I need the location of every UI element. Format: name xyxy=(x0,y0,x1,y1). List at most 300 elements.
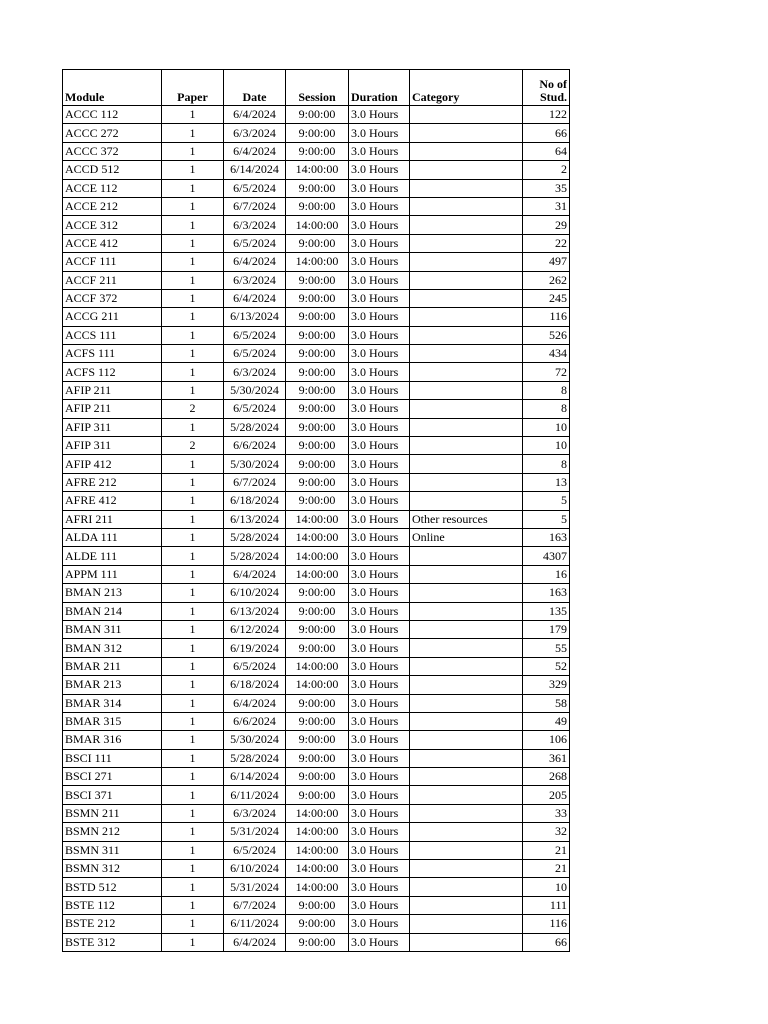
header-module: Module xyxy=(63,70,162,106)
cell-paper: 1 xyxy=(162,823,224,841)
cell-duration: 3.0 Hours xyxy=(349,841,410,859)
cell-duration: 3.0 Hours xyxy=(349,731,410,749)
cell-category xyxy=(410,749,523,767)
cell-duration: 3.0 Hours xyxy=(349,657,410,675)
cell-module: AFIP 211 xyxy=(63,400,162,418)
cell-date: 6/3/2024 xyxy=(224,271,286,289)
cell-paper: 1 xyxy=(162,768,224,786)
cell-duration: 3.0 Hours xyxy=(349,694,410,712)
cell-session: 9:00:00 xyxy=(286,915,349,933)
cell-paper: 1 xyxy=(162,731,224,749)
cell-module: ACCF 211 xyxy=(63,271,162,289)
cell-module: AFIP 211 xyxy=(63,381,162,399)
cell-session: 9:00:00 xyxy=(286,768,349,786)
cell-paper: 1 xyxy=(162,418,224,436)
cell-module: APPM 111 xyxy=(63,565,162,583)
cell-module: ALDA 111 xyxy=(63,528,162,546)
cell-session: 9:00:00 xyxy=(286,473,349,491)
cell-no-of-students: 10 xyxy=(523,437,570,455)
cell-category xyxy=(410,400,523,418)
cell-module: ACCC 372 xyxy=(63,142,162,160)
table-row xyxy=(63,161,570,179)
cell-duration: 3.0 Hours xyxy=(349,823,410,841)
cell-duration: 3.0 Hours xyxy=(349,565,410,583)
cell-date: 6/10/2024 xyxy=(224,584,286,602)
cell-paper: 1 xyxy=(162,345,224,363)
table-row xyxy=(63,308,570,326)
header-no-of-students-line1: No of xyxy=(539,77,567,91)
cell-session: 14:00:00 xyxy=(286,253,349,271)
cell-date: 6/6/2024 xyxy=(224,712,286,730)
cell-no-of-students: 329 xyxy=(523,676,570,694)
cell-no-of-students: 8 xyxy=(523,400,570,418)
cell-session: 14:00:00 xyxy=(286,510,349,528)
cell-date: 6/6/2024 xyxy=(224,437,286,455)
cell-session: 9:00:00 xyxy=(286,400,349,418)
cell-duration: 3.0 Hours xyxy=(349,345,410,363)
cell-no-of-students: 5 xyxy=(523,510,570,528)
cell-paper: 1 xyxy=(162,860,224,878)
cell-date: 6/19/2024 xyxy=(224,639,286,657)
cell-category xyxy=(410,289,523,307)
cell-category xyxy=(410,418,523,436)
cell-module: ACCE 412 xyxy=(63,234,162,252)
table-row xyxy=(63,896,570,914)
cell-no-of-students: 434 xyxy=(523,345,570,363)
cell-module: BSTE 312 xyxy=(63,933,162,951)
table-row xyxy=(63,216,570,234)
cell-date: 6/3/2024 xyxy=(224,363,286,381)
table-row xyxy=(63,823,570,841)
cell-module: BSMN 211 xyxy=(63,804,162,822)
table-row xyxy=(63,179,570,197)
cell-module: BSMN 311 xyxy=(63,841,162,859)
cell-paper: 1 xyxy=(162,381,224,399)
cell-date: 6/5/2024 xyxy=(224,400,286,418)
cell-module: ACCG 211 xyxy=(63,308,162,326)
table-row xyxy=(63,547,570,565)
cell-no-of-students: 2 xyxy=(523,161,570,179)
cell-no-of-students: 29 xyxy=(523,216,570,234)
cell-module: ACFS 112 xyxy=(63,363,162,381)
cell-session: 14:00:00 xyxy=(286,565,349,583)
cell-session: 14:00:00 xyxy=(286,216,349,234)
header-no-of-students xyxy=(523,70,570,106)
cell-module: BSTD 512 xyxy=(63,878,162,896)
cell-category xyxy=(410,896,523,914)
cell-date: 6/13/2024 xyxy=(224,602,286,620)
cell-date: 6/3/2024 xyxy=(224,216,286,234)
cell-paper: 1 xyxy=(162,602,224,620)
cell-duration: 3.0 Hours xyxy=(349,915,410,933)
cell-module: AFIP 311 xyxy=(63,418,162,436)
cell-date: 5/28/2024 xyxy=(224,749,286,767)
cell-category xyxy=(410,455,523,473)
cell-module: ACCE 312 xyxy=(63,216,162,234)
cell-paper: 1 xyxy=(162,124,224,142)
cell-duration: 3.0 Hours xyxy=(349,142,410,160)
cell-duration: 3.0 Hours xyxy=(349,400,410,418)
table-row xyxy=(63,620,570,638)
table-row xyxy=(63,124,570,142)
cell-paper: 1 xyxy=(162,657,224,675)
table-row xyxy=(63,253,570,271)
cell-module: BMAR 314 xyxy=(63,694,162,712)
cell-session: 14:00:00 xyxy=(286,528,349,546)
cell-paper: 1 xyxy=(162,896,224,914)
cell-category xyxy=(410,860,523,878)
cell-session: 9:00:00 xyxy=(286,271,349,289)
table-row xyxy=(63,234,570,252)
cell-duration: 3.0 Hours xyxy=(349,676,410,694)
cell-date: 6/5/2024 xyxy=(224,345,286,363)
cell-no-of-students: 268 xyxy=(523,768,570,786)
cell-date: 6/4/2024 xyxy=(224,565,286,583)
table-row xyxy=(63,639,570,657)
cell-duration: 3.0 Hours xyxy=(349,492,410,510)
cell-duration: 3.0 Hours xyxy=(349,418,410,436)
cell-no-of-students: 8 xyxy=(523,381,570,399)
cell-date: 6/3/2024 xyxy=(224,124,286,142)
table-row xyxy=(63,933,570,951)
cell-paper: 1 xyxy=(162,308,224,326)
cell-session: 9:00:00 xyxy=(286,124,349,142)
cell-paper: 1 xyxy=(162,878,224,896)
cell-category xyxy=(410,731,523,749)
cell-session: 14:00:00 xyxy=(286,860,349,878)
cell-category xyxy=(410,804,523,822)
cell-duration: 3.0 Hours xyxy=(349,510,410,528)
cell-category xyxy=(410,326,523,344)
cell-date: 6/4/2024 xyxy=(224,933,286,951)
cell-module: BSMN 212 xyxy=(63,823,162,841)
cell-module: AFIP 412 xyxy=(63,455,162,473)
cell-paper: 1 xyxy=(162,363,224,381)
cell-category xyxy=(410,676,523,694)
cell-date: 6/3/2024 xyxy=(224,804,286,822)
cell-session: 9:00:00 xyxy=(286,455,349,473)
cell-no-of-students: 10 xyxy=(523,878,570,896)
header-no-of-students-line2: Stud. xyxy=(539,90,567,104)
table-header xyxy=(63,70,570,106)
cell-no-of-students: 21 xyxy=(523,860,570,878)
cell-module: BSCI 371 xyxy=(63,786,162,804)
cell-paper: 1 xyxy=(162,676,224,694)
cell-session: 9:00:00 xyxy=(286,602,349,620)
cell-paper: 1 xyxy=(162,749,224,767)
cell-date: 6/13/2024 xyxy=(224,510,286,528)
table-row xyxy=(63,528,570,546)
cell-category xyxy=(410,234,523,252)
cell-paper: 1 xyxy=(162,841,224,859)
cell-no-of-students: 4307 xyxy=(523,547,570,565)
table-row xyxy=(63,878,570,896)
cell-date: 6/4/2024 xyxy=(224,289,286,307)
cell-paper: 1 xyxy=(162,142,224,160)
cell-paper: 1 xyxy=(162,915,224,933)
cell-session: 9:00:00 xyxy=(286,620,349,638)
table-row xyxy=(63,345,570,363)
cell-paper: 1 xyxy=(162,455,224,473)
cell-date: 5/28/2024 xyxy=(224,528,286,546)
cell-duration: 3.0 Hours xyxy=(349,620,410,638)
cell-no-of-students: 116 xyxy=(523,915,570,933)
cell-module: BMAR 213 xyxy=(63,676,162,694)
cell-no-of-students: 116 xyxy=(523,308,570,326)
cell-category xyxy=(410,253,523,271)
cell-category xyxy=(410,492,523,510)
cell-duration: 3.0 Hours xyxy=(349,749,410,767)
cell-date: 6/5/2024 xyxy=(224,657,286,675)
cell-no-of-students: 52 xyxy=(523,657,570,675)
cell-paper: 1 xyxy=(162,271,224,289)
cell-date: 6/5/2024 xyxy=(224,179,286,197)
cell-category xyxy=(410,823,523,841)
cell-duration: 3.0 Hours xyxy=(349,161,410,179)
cell-category xyxy=(410,142,523,160)
cell-paper: 2 xyxy=(162,437,224,455)
cell-session: 9:00:00 xyxy=(286,142,349,160)
cell-duration: 3.0 Hours xyxy=(349,197,410,215)
cell-duration: 3.0 Hours xyxy=(349,106,410,124)
cell-no-of-students: 21 xyxy=(523,841,570,859)
header-paper: Paper xyxy=(162,70,224,106)
cell-duration: 3.0 Hours xyxy=(349,308,410,326)
cell-module: ACCC 272 xyxy=(63,124,162,142)
cell-date: 6/7/2024 xyxy=(224,197,286,215)
cell-category: Other resources xyxy=(410,510,523,528)
table-row xyxy=(63,492,570,510)
cell-duration: 3.0 Hours xyxy=(349,786,410,804)
cell-module: BMAN 312 xyxy=(63,639,162,657)
cell-paper: 1 xyxy=(162,197,224,215)
cell-category xyxy=(410,363,523,381)
cell-session: 9:00:00 xyxy=(286,363,349,381)
cell-date: 5/30/2024 xyxy=(224,455,286,473)
cell-category xyxy=(410,106,523,124)
cell-category xyxy=(410,197,523,215)
cell-duration: 3.0 Hours xyxy=(349,289,410,307)
cell-paper: 1 xyxy=(162,289,224,307)
cell-no-of-students: 32 xyxy=(523,823,570,841)
cell-duration: 3.0 Hours xyxy=(349,528,410,546)
table-row xyxy=(63,768,570,786)
table-row xyxy=(63,860,570,878)
cell-session: 9:00:00 xyxy=(286,896,349,914)
cell-no-of-students: 179 xyxy=(523,620,570,638)
table-row xyxy=(63,676,570,694)
table-row xyxy=(63,400,570,418)
cell-module: AFRE 412 xyxy=(63,492,162,510)
cell-category xyxy=(410,565,523,583)
cell-module: ACCE 112 xyxy=(63,179,162,197)
cell-no-of-students: 31 xyxy=(523,197,570,215)
cell-session: 9:00:00 xyxy=(286,749,349,767)
cell-session: 14:00:00 xyxy=(286,823,349,841)
cell-module: BSCI 271 xyxy=(63,768,162,786)
table-row xyxy=(63,197,570,215)
cell-module: BMAR 316 xyxy=(63,731,162,749)
cell-module: ACCF 372 xyxy=(63,289,162,307)
cell-date: 6/4/2024 xyxy=(224,253,286,271)
cell-paper: 1 xyxy=(162,253,224,271)
cell-no-of-students: 497 xyxy=(523,253,570,271)
cell-category: Online xyxy=(410,528,523,546)
cell-session: 9:00:00 xyxy=(286,234,349,252)
cell-paper: 2 xyxy=(162,400,224,418)
cell-date: 6/5/2024 xyxy=(224,326,286,344)
cell-paper: 1 xyxy=(162,161,224,179)
cell-no-of-students: 361 xyxy=(523,749,570,767)
cell-module: ACCS 111 xyxy=(63,326,162,344)
cell-no-of-students: 205 xyxy=(523,786,570,804)
cell-duration: 3.0 Hours xyxy=(349,860,410,878)
cell-category xyxy=(410,179,523,197)
cell-module: ACCE 212 xyxy=(63,197,162,215)
cell-no-of-students: 33 xyxy=(523,804,570,822)
table-row xyxy=(63,510,570,528)
cell-duration: 3.0 Hours xyxy=(349,712,410,730)
cell-date: 6/4/2024 xyxy=(224,694,286,712)
cell-session: 14:00:00 xyxy=(286,657,349,675)
cell-module: BMAN 213 xyxy=(63,584,162,602)
table-row xyxy=(63,289,570,307)
cell-no-of-students: 35 xyxy=(523,179,570,197)
cell-session: 9:00:00 xyxy=(286,933,349,951)
cell-module: AFRE 212 xyxy=(63,473,162,491)
cell-category xyxy=(410,345,523,363)
cell-module: ACCF 111 xyxy=(63,253,162,271)
table-row xyxy=(63,142,570,160)
cell-category xyxy=(410,473,523,491)
cell-category xyxy=(410,878,523,896)
cell-duration: 3.0 Hours xyxy=(349,124,410,142)
header-row xyxy=(63,70,570,106)
cell-module: BMAN 214 xyxy=(63,602,162,620)
table-row xyxy=(63,418,570,436)
cell-date: 6/18/2024 xyxy=(224,492,286,510)
cell-module: BSTE 112 xyxy=(63,896,162,914)
cell-category xyxy=(410,639,523,657)
cell-category xyxy=(410,308,523,326)
cell-date: 6/12/2024 xyxy=(224,620,286,638)
table-row xyxy=(63,657,570,675)
cell-no-of-students: 8 xyxy=(523,455,570,473)
cell-module: ALDE 111 xyxy=(63,547,162,565)
cell-no-of-students: 22 xyxy=(523,234,570,252)
table-row xyxy=(63,455,570,473)
cell-category xyxy=(410,620,523,638)
cell-category xyxy=(410,124,523,142)
cell-no-of-students: 5 xyxy=(523,492,570,510)
table-row xyxy=(63,106,570,124)
cell-session: 14:00:00 xyxy=(286,161,349,179)
table-row xyxy=(63,381,570,399)
cell-session: 9:00:00 xyxy=(286,437,349,455)
cell-module: ACFS 111 xyxy=(63,345,162,363)
cell-category xyxy=(410,547,523,565)
cell-category xyxy=(410,657,523,675)
table-row xyxy=(63,841,570,859)
cell-category xyxy=(410,694,523,712)
cell-session: 9:00:00 xyxy=(286,639,349,657)
cell-session: 14:00:00 xyxy=(286,841,349,859)
cell-date: 6/18/2024 xyxy=(224,676,286,694)
cell-duration: 3.0 Hours xyxy=(349,271,410,289)
cell-category xyxy=(410,437,523,455)
cell-session: 14:00:00 xyxy=(286,547,349,565)
cell-date: 5/31/2024 xyxy=(224,823,286,841)
cell-session: 9:00:00 xyxy=(286,179,349,197)
cell-module: BSCI 111 xyxy=(63,749,162,767)
cell-session: 9:00:00 xyxy=(286,492,349,510)
cell-duration: 3.0 Hours xyxy=(349,933,410,951)
cell-paper: 1 xyxy=(162,620,224,638)
cell-duration: 3.0 Hours xyxy=(349,547,410,565)
table-row xyxy=(63,437,570,455)
cell-session: 9:00:00 xyxy=(286,308,349,326)
cell-duration: 3.0 Hours xyxy=(349,381,410,399)
cell-duration: 3.0 Hours xyxy=(349,455,410,473)
table-row xyxy=(63,584,570,602)
cell-duration: 3.0 Hours xyxy=(349,768,410,786)
table-row xyxy=(63,731,570,749)
cell-category xyxy=(410,768,523,786)
cell-no-of-students: 58 xyxy=(523,694,570,712)
cell-session: 9:00:00 xyxy=(286,197,349,215)
cell-session: 9:00:00 xyxy=(286,345,349,363)
cell-duration: 3.0 Hours xyxy=(349,602,410,620)
cell-date: 6/5/2024 xyxy=(224,234,286,252)
cell-no-of-students: 49 xyxy=(523,712,570,730)
cell-date: 6/11/2024 xyxy=(224,786,286,804)
cell-category xyxy=(410,602,523,620)
cell-no-of-students: 122 xyxy=(523,106,570,124)
cell-no-of-students: 66 xyxy=(523,933,570,951)
cell-category xyxy=(410,161,523,179)
cell-session: 14:00:00 xyxy=(286,878,349,896)
cell-date: 6/11/2024 xyxy=(224,915,286,933)
cell-date: 5/28/2024 xyxy=(224,547,286,565)
cell-paper: 1 xyxy=(162,473,224,491)
cell-no-of-students: 262 xyxy=(523,271,570,289)
cell-date: 6/5/2024 xyxy=(224,841,286,859)
cell-date: 6/13/2024 xyxy=(224,308,286,326)
cell-category xyxy=(410,712,523,730)
cell-module: AFRI 211 xyxy=(63,510,162,528)
cell-paper: 1 xyxy=(162,639,224,657)
cell-session: 14:00:00 xyxy=(286,804,349,822)
cell-category xyxy=(410,584,523,602)
cell-paper: 1 xyxy=(162,234,224,252)
cell-module: BSTE 212 xyxy=(63,915,162,933)
cell-date: 5/30/2024 xyxy=(224,381,286,399)
cell-duration: 3.0 Hours xyxy=(349,804,410,822)
table-row xyxy=(63,712,570,730)
cell-duration: 3.0 Hours xyxy=(349,179,410,197)
cell-module: ACCC 112 xyxy=(63,106,162,124)
cell-no-of-students: 55 xyxy=(523,639,570,657)
table-row xyxy=(63,565,570,583)
cell-duration: 3.0 Hours xyxy=(349,253,410,271)
cell-category xyxy=(410,933,523,951)
cell-date: 6/7/2024 xyxy=(224,473,286,491)
table-row xyxy=(63,473,570,491)
cell-duration: 3.0 Hours xyxy=(349,896,410,914)
cell-session: 9:00:00 xyxy=(286,106,349,124)
cell-no-of-students: 72 xyxy=(523,363,570,381)
cell-date: 6/14/2024 xyxy=(224,768,286,786)
